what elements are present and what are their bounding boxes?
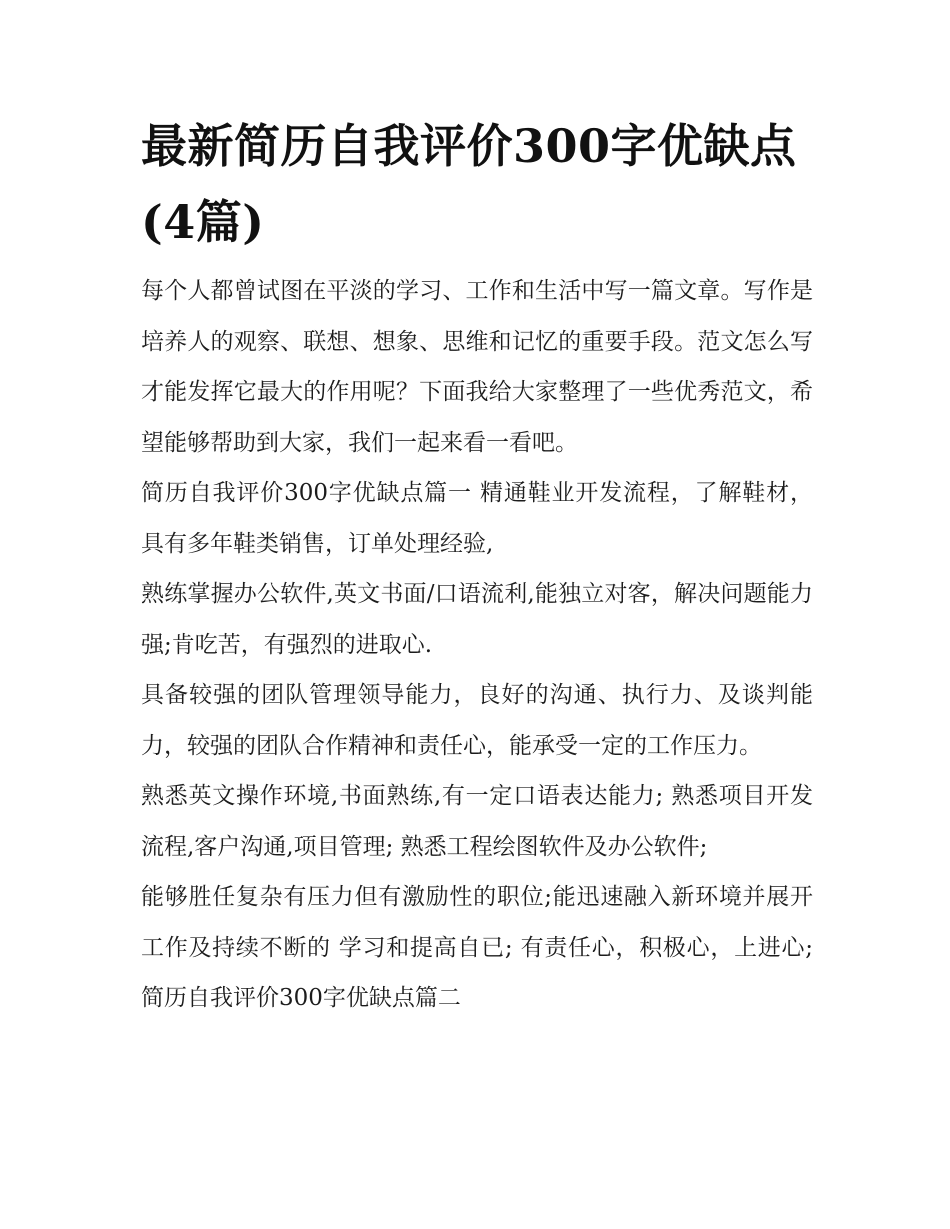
- document-body: [141, 108, 813, 1024]
- paragraph-adaptability: 能够胜任复杂有压力但有激励性的职位;能迅速融入新环境并展开工作及持续不断的 学习和提高自已; 有责任心，积极心，上进心; 简历自我评价300字优缺点篇二: [141, 884, 813, 1011]
- paragraph-skills: 熟练掌握办公软件,英文书面/口语流利,能独立对客，解决问题能力强;肯吃苦，有强烈的进取心.: [141, 581, 813, 658]
- document-title: 最新简历自我评价300字优缺点(4篇): [141, 119, 797, 249]
- paragraph-familiarity: 熟悉英文操作环境,书面熟练,有一定口语表达能力; 熟悉项目开发流程,客户沟通,项目管理; 熟悉工程绘图软件及办公软件;: [141, 783, 813, 860]
- paragraph-section-one: 简历自我评价300字优缺点篇一 精通鞋业开发流程，了解鞋材，具有多年鞋类销售，订单处理经验,: [141, 480, 813, 557]
- paragraph-teamwork: 具备较强的团队管理领导能力，良好的沟通、执行力、及谈判能力，较强的团队合作精神和责任心，能承受一定的工作压力。: [141, 682, 813, 759]
- paragraph-intro: 每个人都曾试图在平淡的学习、工作和生活中写一篇文章。写作是培养人的观察、联想、想象、思维和记忆的重要手段。范文怎么写才能发挥它最大的作用呢？下面我给大家整理了一些优秀范文，希望能够帮助到大家，我们一起来看一看吧。: [141, 278, 813, 456]
